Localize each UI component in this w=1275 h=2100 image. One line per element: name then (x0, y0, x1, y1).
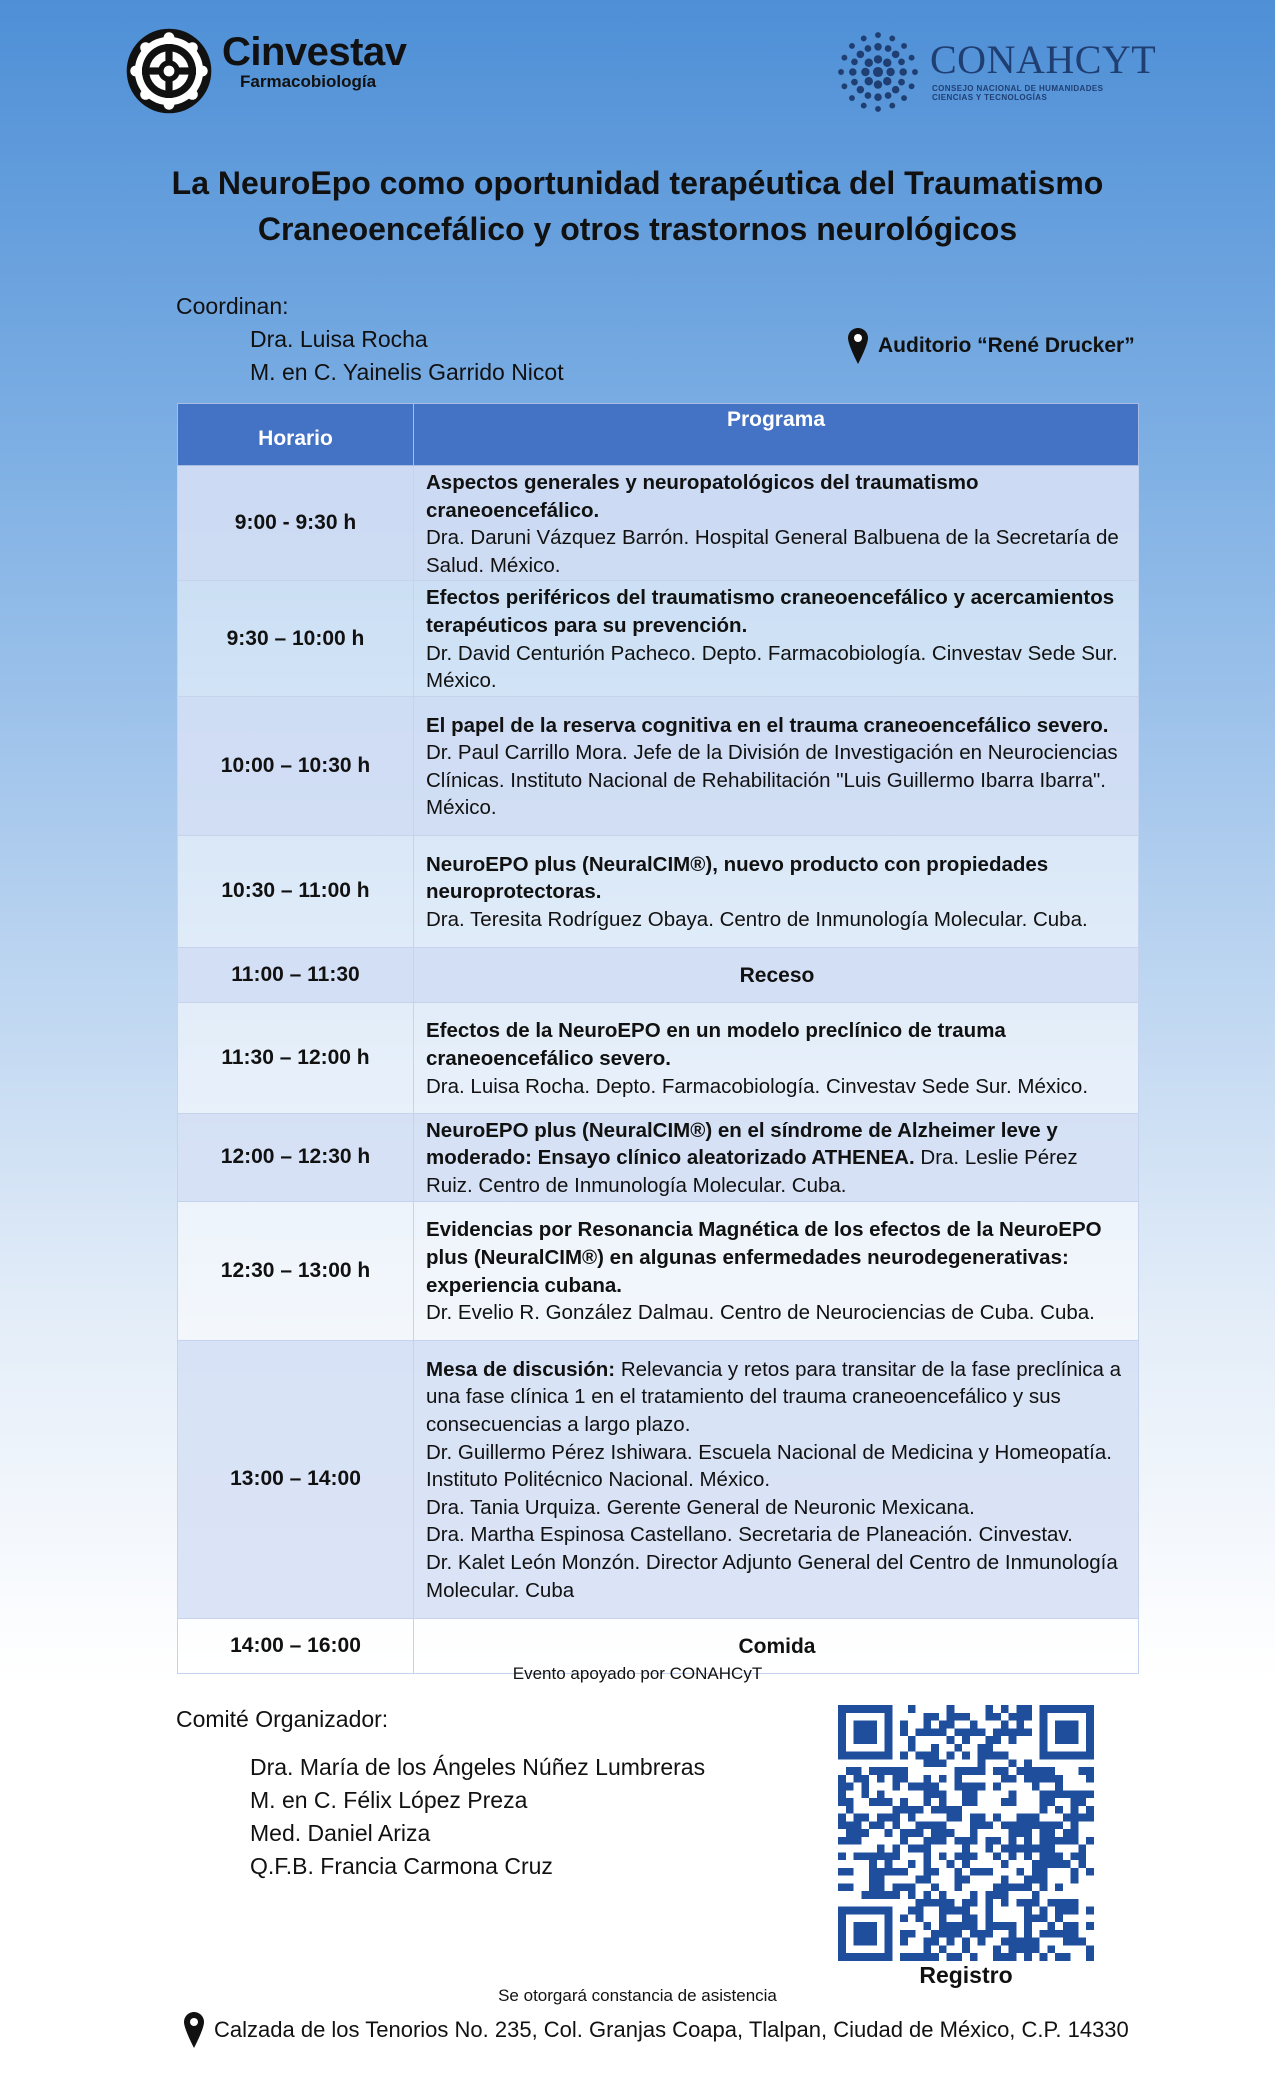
talk-speaker: Dr. Evelio R. González Dalmau. Centro de Neurociencias de Cuba. Cuba. (426, 1301, 1095, 1325)
table-header-row (178, 404, 1139, 466)
panelist: Dra. Tania Urquiza. Gerente General de Neuronic Mexicana. (426, 1495, 975, 1519)
conahcyt-name: CONAHCYT (930, 37, 1157, 82)
row-time: 10:30 – 11:00 h (178, 835, 414, 947)
row-program (414, 696, 1139, 835)
qr-label: Registro (919, 1962, 1013, 1988)
conahcyt-logo-icon (836, 30, 920, 114)
talk-title: Efectos de la NeuroEPO en un modelo preclínico de trauma craneoencefálico severo. (426, 1019, 1006, 1070)
conahcyt-subtitle (932, 84, 1172, 102)
table-row (178, 581, 1139, 696)
registration-qr-code[interactable] (838, 1705, 1094, 1961)
row-program (414, 1002, 1139, 1113)
event-title-line2: Craneoencefálico y otros trastornos neurológicos (257, 211, 1018, 247)
location-pin-icon (184, 2012, 204, 2048)
row-time: 12:30 – 13:00 h (178, 1201, 414, 1340)
talk-title: NeuroEPO plus (NeuralCIM®) en el síndrome de Alzheimer leve y moderado: Ensayo clínico aleatorizado ATHENEA. (426, 1118, 1058, 1170)
row-lunch: Comida (414, 1618, 1139, 1673)
row-program (414, 1340, 1139, 1618)
panelist: Dr. Guillermo Pérez Ishiwara. Escuela Nacional de Medicina y Homeopatía. Instituto Politécnico Nacional. México. (426, 1440, 1112, 1492)
panelist: Dra. Martha Espinosa Castellano. Secretaria de Planeación. Cinvestav. (426, 1523, 1073, 1547)
venue-name: Auditorio “René Drucker” (878, 334, 1135, 357)
coordinator-name: Dra. Luisa Rocha (250, 326, 428, 352)
cinvestav-name: Cinvestav (222, 30, 407, 74)
panelist: Dr. Kalet León Monzón. Director Adjunto General del Centro de Inmunología Molecular. Cuba (426, 1551, 1118, 1602)
venue (848, 326, 1135, 366)
talk-speaker: Dr. Paul Carrillo Mora. Jefe de la División de Investigación en Neurociencias Clínicas. Instituto Nacional de Rehabilitación "Luis Guillermo Ibarra Ibarra". México. (426, 741, 1118, 820)
row-program (414, 1113, 1139, 1201)
row-program (414, 466, 1139, 581)
talk-title: Aspectos generales y neuropatológicos del traumatismo craneoencefálico. (426, 471, 979, 522)
talk-title: Mesa de discusión: (426, 1357, 616, 1381)
committee-member: M. en C. Félix López Preza (250, 1787, 528, 1813)
row-time: 13:00 – 14:00 (178, 1340, 414, 1618)
talk-title: NeuroEPO plus (NeuralCIM®), nuevo producto con propiedades neuroprotectoras. (426, 852, 1049, 904)
column-header-time: Horario (178, 404, 414, 466)
talk-speaker: Dr. David Centurión Pacheco. Depto. Farmacobiología. Cinvestav Sede Sur. México. (426, 641, 1118, 693)
talk-title: Evidencias por Resonancia Magnética de los efectos de la NeuroEPO plus (NeuralCIM®) en algunas enfermedades neurodegenerativas: experiencia cubana. (426, 1218, 1102, 1297)
committee-member: Med. Daniel Ariza (250, 1820, 431, 1846)
cinvestav-logo-icon (124, 26, 214, 116)
row-time: 9:30 – 10:00 h (178, 581, 414, 696)
table-row (178, 1002, 1139, 1113)
table-row (178, 1340, 1139, 1618)
talk-title: Efectos periféricos del traumatismo craneoencefálico y acercamientos terapéuticos para su prevención. (426, 586, 1115, 637)
talk-speaker: Dra. Daruni Vázquez Barrón. Hospital General Balbuena de la Secretaría de Salud. México. (426, 526, 1119, 577)
row-time: 14:00 – 16:00 (178, 1618, 414, 1673)
location-pin-icon (848, 328, 868, 364)
row-program (414, 581, 1139, 696)
table-row (178, 1201, 1139, 1340)
event-title-line1: La NeuroEpo como oportunidad terapéutica del Traumatismo (171, 165, 1104, 201)
row-time: 11:30 – 12:00 h (178, 1002, 414, 1113)
column-header-program: Programa (414, 404, 1139, 466)
table-row (178, 947, 1139, 1002)
committee-member: Q.F.B. Francia Carmona Cruz (250, 1853, 553, 1879)
conahcyt-subtitle-line2: CIENCIAS Y TECNOLOGÍAS (932, 93, 1048, 102)
address-text: Calzada de los Tenorios No. 235, Col. Granjas Coapa, Tlalpan, Ciudad de México, C.P. 14330 (214, 2017, 1129, 2042)
row-program (414, 835, 1139, 947)
talk-speaker: Dra. Teresita Rodríguez Obaya. Centro de Inmunología Molecular. Cuba. (426, 908, 1088, 932)
panel-intro: Relevancia y retos para transitar de la fase preclínica a una fase clínica 1 en el tratamiento del trauma craneoencefálico y sus consecuencias a largo plazo. (426, 1357, 1122, 1437)
row-break: Receso (414, 947, 1139, 1002)
talk-speaker: Dra. Luisa Rocha. Depto. Farmacobiología. Cinvestav Sede Sur. México. (426, 1074, 1089, 1098)
certificate-note: Se otorgará constancia de asistencia (498, 1986, 777, 2005)
talk-speaker: Dra. Leslie Pérez Ruiz. Centro de Inmunología Molecular. Cuba. (426, 1146, 1078, 1197)
program-table (177, 403, 1139, 1674)
table-row (178, 835, 1139, 947)
row-program (414, 1201, 1139, 1340)
table-row (178, 466, 1139, 581)
coordinator-name: M. en C. Yainelis Garrido Nicot (250, 359, 564, 385)
row-time: 10:00 – 10:30 h (178, 696, 414, 835)
conahcyt-subtitle-line1: CONSEJO NACIONAL DE HUMANIDADES (932, 84, 1104, 93)
row-time: 12:00 – 12:30 h (178, 1113, 414, 1201)
talk-title: El papel de la reserva cognitiva en el trauma craneoencefálico severo. (426, 713, 1109, 737)
coordinators-label: Coordinan: (176, 293, 289, 319)
row-time: 9:00 - 9:30 h (178, 466, 414, 581)
event-title (100, 160, 1175, 252)
cinvestav-department: Farmacobiología (240, 72, 377, 91)
row-time: 11:00 – 11:30 (178, 947, 414, 1002)
committee-label: Comité Organizador: (176, 1706, 389, 1732)
table-row (178, 1113, 1139, 1201)
committee-member: Dra. María de los Ángeles Núñez Lumbreras (250, 1754, 706, 1780)
table-row (178, 696, 1139, 835)
address (184, 2010, 1129, 2050)
support-note: Evento apoyado por CONAHCyT (512, 1664, 763, 1683)
